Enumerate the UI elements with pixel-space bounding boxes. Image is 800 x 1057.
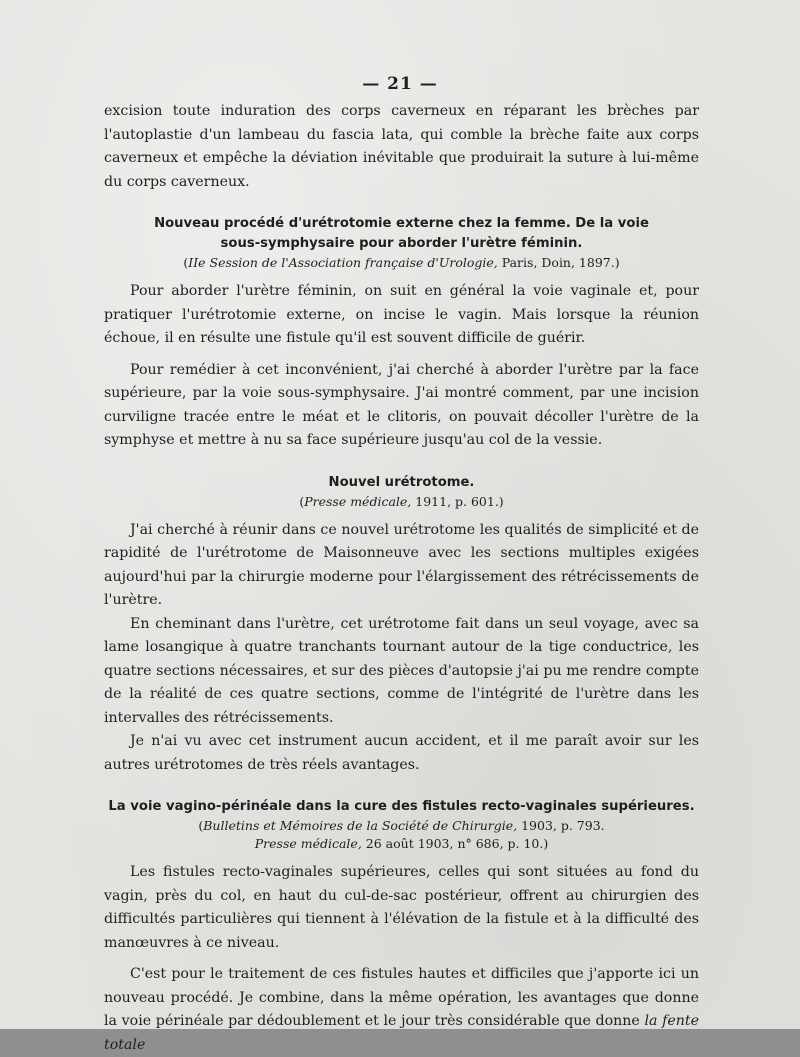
spacer (104, 194, 699, 206)
spacer (104, 955, 699, 963)
page-body (104, 100, 699, 1057)
opening-paragraph: excision toute induration des corps caverneux en réparant les brèches par l'autoplastie d'un lambeau du fascia lata, qui comble la brèche faite aux corps caverneux et empêche la déviation inévitable que produirait la suture à lui-même du corps caverneux. (104, 103, 699, 190)
page-number: — 21 — (362, 74, 438, 94)
reference-line (104, 835, 699, 853)
reference-open: ( (183, 255, 189, 270)
paragraph: Je n'ai vu avec cet instrument aucun accident, et il me paraît avoir sur les autres urétrotomes de très réels avantages. (104, 733, 699, 773)
reference-details: 1911, p. 601.) (411, 493, 504, 509)
reference-details: 1903, p. 793. (517, 818, 605, 833)
section-title-fistulas: La voie vagino-périnéale dans la cure des fistules recto-vaginales supérieures. (108, 799, 695, 814)
reference-line (104, 817, 699, 835)
paragraph: Pour remédier à cet inconvénient, j'ai cherché à aborder l'urètre par la face supérieure, par la voie sous-symphysaire. J'ai montré comment, par une incision curviligne tracée entre le méat et le clitoris, on pouvait décoller l'urètre de la symphyse et mettre à nu sa face supérieure jusqu'au col de la vessie. (104, 361, 699, 448)
spacer (104, 453, 699, 465)
paragraph: Les fistules recto-vaginales supérieures, celles qui sont situées au fond du vagin, près du col, en haut du cul-de-sac postérieur, offrent au chirurgien des difficultés particulières qui tiennent à l'élévation de la fistule et à la difficulté des manœuvres à ce niveau. (104, 864, 699, 951)
spacer (104, 777, 699, 789)
reference-open: ( (198, 818, 204, 833)
paragraph-italic-text: la fente totale (104, 1013, 700, 1053)
reference-details: Paris, Doin, 1897.) (497, 255, 620, 270)
reference-source: Presse médicale, (254, 836, 362, 851)
paragraph (104, 963, 699, 1057)
paragraph: En cheminant dans l'urètre, cet urétrotome fait dans un seul voyage, avec sa lame losangique à quatre tranchants tournant autour de la tige conductrice, les quatre sections nécessaires, et sur des pièces d'autopsie j'ai pu me rendre compte de la réalité de ces quatre sections, comme de l'intégrité de l'urètre dans les intervalles des rétrécissements. (104, 615, 699, 726)
reference-urethrotomy (104, 254, 699, 272)
reference-details: 26 août 1903, n° 686, p. 10.) (361, 836, 549, 851)
paragraph: Pour aborder l'urètre féminin, on suit en général la voie vaginale et, pour pratiquer l'urétrotomie externe, on incise le vagin. Mais lorsque la réunion échoue, il en résulte une fistule qu'il est souvent difficile de guérir. (104, 283, 699, 346)
section-title-line: sous-symphysaire pour aborder l'urètre féminin. (220, 236, 583, 251)
reference-source: Bulletins et Mémoires de la Société de Chirurgie, (203, 818, 518, 833)
spacer (104, 351, 699, 359)
reference-source: Presse médicale, (304, 493, 412, 509)
paragraph: J'ai cherché à réunir dans ce nouvel urétrotome les qualités de simplicité et de rapidité de l'urétrotome de Maisonneuve avec les sections multiples exigées aujourd'hui par la chirurgie moderne pour l'élargissement des rétrécissements de l'urètre. (104, 521, 699, 608)
reference-fistulas (104, 817, 699, 853)
reference-open: ( (299, 493, 305, 509)
reference-source: IIe Session de l'Association française d'Urologie, (188, 255, 498, 270)
section-title-urethrotome: Nouvel urétrotome. (328, 474, 475, 490)
section-title-line: Nouveau procédé d'urétrotomie externe chez la femme. De la voie (154, 216, 649, 231)
reference-urethrotome (104, 493, 699, 511)
section-title-urethrotomy (104, 214, 699, 254)
paragraph-text: C'est pour le traitement de ces fistules hautes et difficiles que j'apporte ici un nouveau procédé. Je combine, dans la même opération, les avantages que donne la voie périnéale par dédoublement et le jour très considérable que donne (104, 966, 699, 1029)
